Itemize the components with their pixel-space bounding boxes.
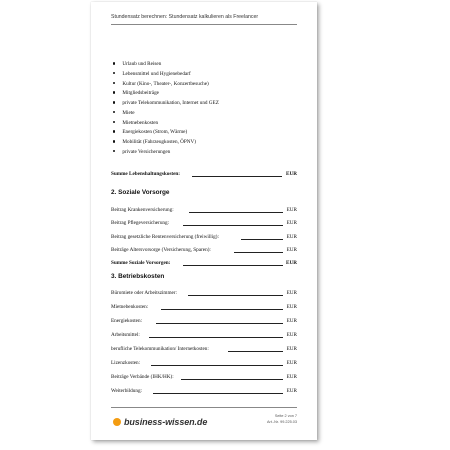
form-row-input-line[interactable] bbox=[183, 265, 283, 266]
bullet-dot-icon bbox=[113, 150, 115, 152]
bullet-item bbox=[113, 60, 219, 70]
form-row-unit: EUR bbox=[286, 247, 297, 253]
bullet-item bbox=[113, 148, 219, 158]
bullet-dot-icon bbox=[113, 130, 115, 132]
logo-text: business-wissen.de bbox=[124, 417, 208, 427]
form-row-input-line[interactable] bbox=[234, 252, 283, 253]
form-row-input-line[interactable] bbox=[181, 379, 283, 380]
form-row-label: berufliche Telekommunikation/ Internetkosten: bbox=[111, 346, 209, 352]
form-row-unit: EUR bbox=[286, 388, 297, 394]
bullet-text: Lebensmittel und Hygienebedarf bbox=[122, 70, 191, 77]
soziale-vorsorge-row bbox=[111, 206, 297, 214]
bullet-item bbox=[113, 109, 219, 119]
bullet-dot-icon bbox=[113, 91, 115, 93]
form-row-unit: EUR bbox=[286, 234, 297, 240]
bullet-text: Kultur (Kino-, Theater-, Konzertbesuche) bbox=[122, 80, 209, 87]
bullet-dot-icon bbox=[113, 121, 115, 123]
soziale-vorsorge-row bbox=[111, 246, 297, 254]
betriebskosten-row bbox=[111, 373, 297, 381]
bullet-dot-icon bbox=[113, 72, 115, 74]
bullet-item bbox=[113, 119, 219, 129]
betriebskosten-row bbox=[111, 359, 297, 367]
form-row-label: Beitrag gesetzliche Rentenversicherung (freiwillig): bbox=[111, 234, 219, 240]
form-row-input-line[interactable] bbox=[161, 309, 283, 310]
form-row-unit: EUR bbox=[286, 318, 297, 324]
form-row-label: Summe Soziale Vorsorgen: bbox=[111, 260, 171, 266]
form-row-label: Mietnebenkosten: bbox=[111, 304, 149, 310]
form-row-unit: EUR bbox=[286, 360, 297, 366]
betriebskosten-row bbox=[111, 387, 297, 395]
document-page bbox=[91, 2, 317, 440]
bullet-item bbox=[113, 89, 219, 99]
bullet-text: Miete bbox=[122, 109, 135, 116]
bullet-text: Urlaub und Reisen bbox=[122, 61, 162, 67]
betriebskosten-row bbox=[111, 345, 297, 353]
form-row-unit: EUR bbox=[286, 207, 297, 213]
footer-logo[interactable] bbox=[113, 417, 207, 427]
form-row-unit: EUR bbox=[286, 332, 297, 338]
bullet-dot-icon bbox=[113, 111, 115, 113]
bullet-dot-icon bbox=[113, 140, 115, 142]
soziale-vorsorge-sum-row bbox=[111, 259, 297, 267]
bullet-text: Mobilität (Fahrzeugkosten, ÖPNV) bbox=[122, 139, 197, 145]
betriebskosten-row bbox=[111, 331, 297, 339]
betriebskosten-row bbox=[111, 317, 297, 325]
form-row-input-line[interactable] bbox=[188, 295, 283, 296]
form-row-unit: EUR bbox=[286, 220, 297, 226]
logo-circle-icon bbox=[113, 418, 121, 426]
form-row-input-line[interactable] bbox=[153, 393, 283, 394]
betriebskosten-row bbox=[111, 303, 297, 311]
footer-divider bbox=[111, 407, 297, 408]
form-row-input-line[interactable] bbox=[228, 351, 283, 352]
bullet-text: private Versicherungen bbox=[122, 148, 171, 155]
bullet-item bbox=[113, 128, 219, 138]
bullet-text: private Telekommunikation, Internet und GEZ bbox=[122, 100, 219, 106]
form-row-unit: EUR bbox=[286, 374, 297, 380]
article-number: Art.-Nr. 99.225.03 bbox=[267, 419, 297, 424]
header-divider bbox=[111, 24, 297, 25]
form-row-label: Arbeitsmittel: bbox=[111, 332, 140, 338]
section-soziale-vorsorge-title: 2. Soziale Vorsorge bbox=[111, 189, 170, 196]
lebenshaltung-sum-unit: EUR bbox=[286, 171, 297, 177]
form-row-input-line[interactable] bbox=[156, 323, 283, 324]
form-row-label: Lizenzkosten: bbox=[111, 360, 141, 366]
lebenshaltung-sum-row bbox=[111, 170, 297, 178]
betriebskosten-row bbox=[111, 289, 297, 297]
form-row-label: Beitrag Krankenversicherung: bbox=[111, 207, 174, 213]
form-row-input-line[interactable] bbox=[189, 212, 283, 213]
form-row-input-line[interactable] bbox=[149, 337, 283, 338]
bullet-item bbox=[113, 138, 219, 148]
lebenshaltung-sum-label: Summe Lebenshaltungskosten: bbox=[111, 171, 181, 177]
form-row-input-line[interactable] bbox=[241, 239, 283, 240]
bullet-dot-icon bbox=[113, 62, 115, 64]
bullet-text: Energiekosten (Strom, Wärme) bbox=[122, 129, 188, 136]
form-row-unit: EUR bbox=[286, 346, 297, 352]
bullet-item bbox=[113, 70, 219, 80]
section-betriebskosten-title: 3. Betriebskosten bbox=[111, 273, 165, 280]
form-row-unit: EUR bbox=[286, 290, 297, 296]
form-row-label: Weiterbildung: bbox=[111, 388, 142, 394]
lebenshaltung-sum-input-line[interactable] bbox=[192, 176, 282, 177]
soziale-vorsorge-row bbox=[111, 233, 297, 241]
page-header-title: Stundensatz berechnen: Stundensatz kalkulieren als Freelancer bbox=[111, 14, 259, 20]
form-row-unit: EUR bbox=[286, 260, 297, 266]
form-row-input-line[interactable] bbox=[151, 365, 283, 366]
form-row-label: Beitrag Pflegeversicherung: bbox=[111, 220, 170, 226]
bullet-item bbox=[113, 80, 219, 90]
form-row-input-line[interactable] bbox=[183, 225, 283, 226]
expense-bullet-list bbox=[113, 60, 219, 158]
soziale-vorsorge-row bbox=[111, 219, 297, 227]
form-row-label: Energiekosten: bbox=[111, 318, 143, 324]
form-row-label: Beiträge Verbände (IHK/HK): bbox=[111, 374, 174, 380]
page-number: Seite 2 von 7 bbox=[274, 414, 297, 418]
form-row-label: Beiträge Altersvorsorge (Versicherung, Sparen): bbox=[111, 247, 211, 253]
bullet-item bbox=[113, 99, 219, 109]
bullet-text: Mitgliedsbeiträge bbox=[122, 90, 159, 97]
bullet-dot-icon bbox=[113, 101, 115, 103]
bullet-text: Mietnebenkosten bbox=[122, 119, 159, 126]
form-row-label: Büromiete oder Arbeitszimmer: bbox=[111, 290, 177, 296]
bullet-dot-icon bbox=[113, 82, 115, 84]
form-row-unit: EUR bbox=[286, 304, 297, 310]
footer-meta bbox=[267, 414, 297, 425]
